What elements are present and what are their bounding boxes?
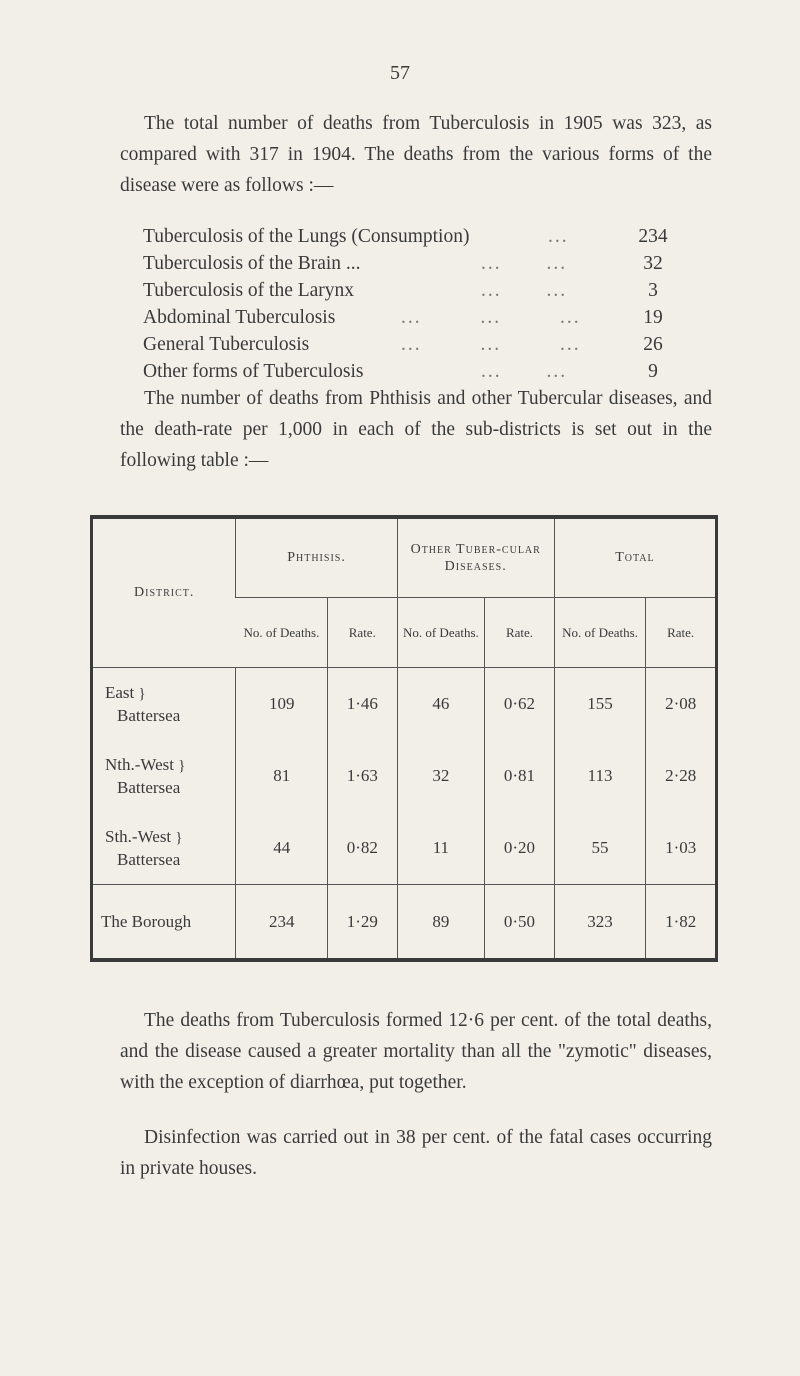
list-item — [143, 226, 683, 253]
table-row — [92, 668, 717, 740]
form-value: 32 — [643, 253, 663, 274]
total-deaths: 55 — [554, 812, 646, 884]
other-rate: 0·20 — [485, 812, 555, 884]
total-rate: 2·08 — [646, 668, 717, 740]
other-deaths: 46 — [397, 668, 485, 740]
leader-dots: ... ... — [481, 361, 568, 382]
phthisis-rate: 1·46 — [327, 668, 397, 740]
form-value: 9 — [648, 361, 658, 382]
total-rate: 1·03 — [646, 812, 717, 884]
form-value: 3 — [648, 280, 658, 301]
other-rate: 0·50 — [485, 885, 555, 960]
district-cell: The Borough — [92, 885, 236, 960]
no-of-deaths-header: No. of Deaths. — [397, 597, 485, 667]
tuberculosis-table — [90, 515, 718, 962]
district-cell: East } Battersea — [92, 668, 236, 740]
district-cell: Sth.-West } Battersea — [92, 812, 236, 884]
form-label: Tuberculosis of the Lungs (Consumption) — [143, 226, 470, 247]
total-rate: 2·28 — [646, 740, 717, 812]
form-value: 19 — [643, 307, 663, 328]
rate-header: Rate. — [646, 597, 717, 667]
form-value: 234 — [638, 226, 668, 247]
phthisis-header: Phthisis. — [236, 517, 397, 597]
leader-dots: ... ... — [481, 253, 568, 274]
leader-dots: ... ... — [481, 280, 568, 301]
district-header: District. — [92, 517, 236, 668]
form-label: General Tuberculosis — [143, 334, 310, 355]
disinfection-paragraph: Disinfection was carried out in 38 per cent. of the fatal cases occurring in private houses. — [120, 1127, 712, 1179]
form-label: Abdominal Tuberculosis — [143, 307, 336, 328]
form-value: 26 — [643, 334, 663, 355]
other-rate: 0·81 — [485, 740, 555, 812]
page-number: 57 — [390, 62, 410, 84]
list-item — [143, 307, 683, 334]
phthisis-rate: 0·82 — [327, 812, 397, 884]
list-item — [143, 334, 683, 361]
form-label: Other forms of Tuberculosis — [143, 361, 364, 382]
table-intro-paragraph: The number of deaths from Phthisis and other Tubercular diseases, and the death-rate per 1,000 in each of the sub-districts is set out in the following table :— — [120, 388, 712, 471]
district-cell: Nth.-West } Battersea — [92, 740, 236, 812]
no-of-deaths-header: No. of Deaths. — [554, 597, 646, 667]
other-rate: 0·62 — [485, 668, 555, 740]
mortality-paragraph: The deaths from Tuberculosis formed 12·6 per cent. of the total deaths, and the disease caused a greater mortality than all the "zymotic" diseases, with the exception of diarrhœa, put together. — [120, 1010, 712, 1093]
form-label: Tuberculosis of the Brain ... — [143, 253, 361, 274]
total-deaths: 155 — [554, 668, 646, 740]
phthisis-deaths: 109 — [236, 668, 328, 740]
total-deaths: 113 — [554, 740, 646, 812]
rate-header: Rate. — [327, 597, 397, 667]
list-item — [143, 280, 683, 307]
total-header: Total — [554, 517, 716, 597]
other-deaths: 32 — [397, 740, 485, 812]
borough-total-row — [92, 885, 717, 960]
total-rate: 1·82 — [646, 885, 717, 960]
intro-paragraph: The total number of deaths from Tuberculosis in 1905 was 323, as compared with 317 in 1904. The deaths from the various forms of the disease were as follows :— — [120, 113, 712, 196]
rate-header: Rate. — [485, 597, 555, 667]
forms-list — [143, 226, 683, 388]
total-deaths: 323 — [554, 885, 646, 960]
leader-dots: ... — [548, 226, 569, 247]
other-tubercular-header: Other Tuber-cular Diseases. — [397, 517, 554, 597]
other-deaths: 11 — [397, 812, 485, 884]
phthisis-deaths: 234 — [236, 885, 328, 960]
leader-dots: ... ... ... — [401, 334, 581, 355]
no-of-deaths-header: No. of Deaths. — [243, 625, 320, 641]
leader-dots: ... ... ... — [401, 307, 581, 328]
phthisis-deaths: 44 — [236, 812, 328, 884]
phthisis-deaths: 81 — [236, 740, 328, 812]
phthisis-rate: 1·63 — [327, 740, 397, 812]
form-label: Tuberculosis of the Larynx — [143, 280, 355, 301]
list-item — [143, 253, 683, 280]
other-deaths: 89 — [397, 885, 485, 960]
phthisis-rate: 1·29 — [327, 885, 397, 960]
table-row — [92, 740, 717, 812]
table-row — [92, 812, 717, 884]
